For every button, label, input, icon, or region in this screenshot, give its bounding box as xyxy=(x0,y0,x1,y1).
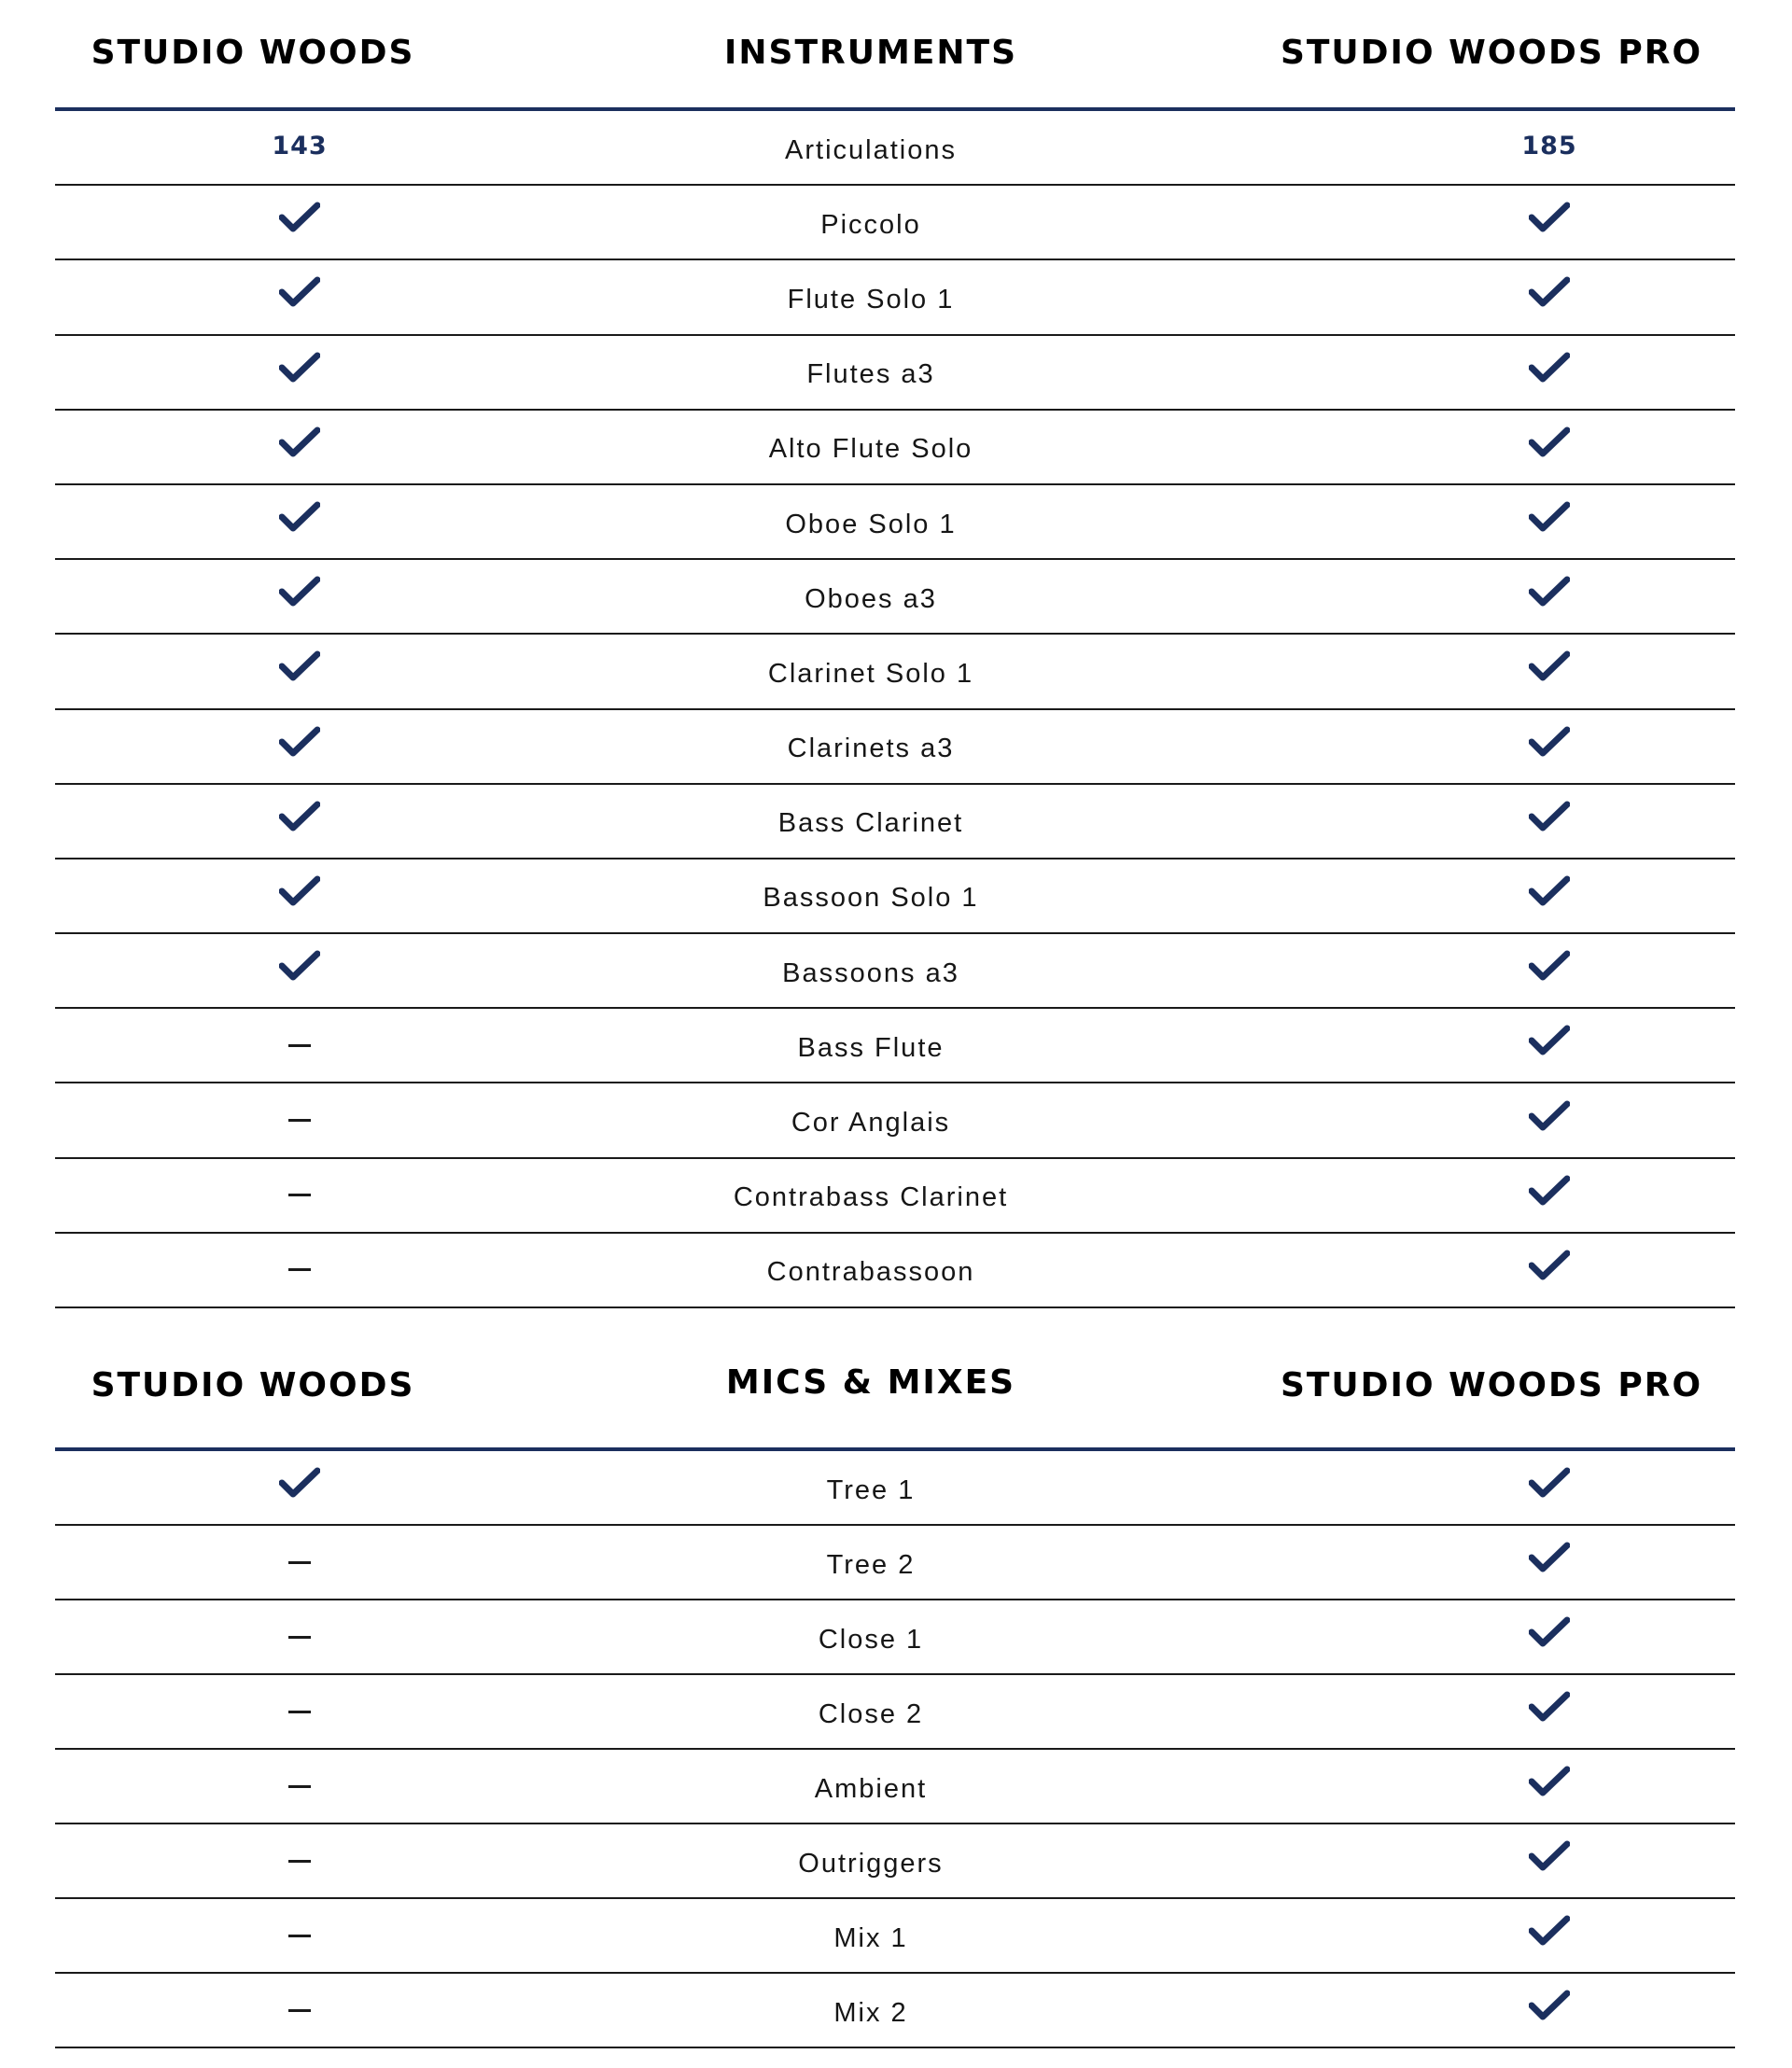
dash-icon xyxy=(288,1561,311,1564)
feature-cell xyxy=(637,1899,1104,1972)
studio-woods-pro-cell xyxy=(1409,710,1689,783)
table-row xyxy=(55,1675,1735,1750)
studio-woods-pro-cell xyxy=(1409,1824,1689,1897)
feature-cell xyxy=(637,785,1104,858)
feature-label: Flutes a3 xyxy=(806,359,935,390)
studio-woods-pro-cell xyxy=(1409,1234,1689,1306)
studio-woods-cell xyxy=(160,1526,440,1599)
header-mics-mixes: MICS & MIXES xyxy=(725,1363,1016,1402)
right-count-value: 185 xyxy=(1521,131,1577,161)
feature-cell xyxy=(637,111,1104,184)
studio-woods-pro-cell xyxy=(1409,560,1689,633)
feature-cell xyxy=(637,186,1104,258)
studio-woods-cell xyxy=(160,485,440,558)
feature-cell xyxy=(637,560,1104,633)
dash-icon xyxy=(288,1860,311,1863)
table-row xyxy=(55,560,1735,635)
header-studio-woods: STUDIO WOODS xyxy=(91,1366,415,1404)
feature-cell xyxy=(637,1600,1104,1673)
feature-label: Alto Flute Solo xyxy=(768,434,973,465)
feature-label: Cor Anglais xyxy=(791,1108,951,1139)
studio-woods-cell xyxy=(160,336,440,409)
feature-label: Oboes a3 xyxy=(805,583,937,614)
table-row xyxy=(55,186,1735,260)
table-row xyxy=(55,1899,1735,1974)
left-count-value: 143 xyxy=(272,131,328,161)
table-row xyxy=(55,1083,1735,1158)
feature-cell xyxy=(637,859,1104,932)
feature-cell xyxy=(637,336,1104,409)
checkmark-icon xyxy=(1529,875,1570,916)
studio-woods-pro-cell xyxy=(1409,260,1689,333)
table-row xyxy=(55,260,1735,335)
checkmark-icon xyxy=(279,426,320,468)
table-row xyxy=(55,336,1735,411)
studio-woods-cell xyxy=(160,934,440,1007)
checkmark-icon xyxy=(279,576,320,617)
studio-woods-pro-cell xyxy=(1409,1451,1689,1524)
studio-woods-pro-cell xyxy=(1409,1675,1689,1748)
checkmark-icon xyxy=(1529,276,1570,317)
checkmark-icon xyxy=(1529,352,1570,393)
feature-label: Close 2 xyxy=(818,1698,924,1729)
dash-icon xyxy=(288,1268,311,1271)
table-row xyxy=(55,1526,1735,1600)
studio-woods-cell xyxy=(160,560,440,633)
checkmark-icon xyxy=(1529,1025,1570,1066)
feature-cell xyxy=(637,260,1104,333)
dash-icon xyxy=(288,1711,311,1713)
checkmark-icon xyxy=(1529,501,1570,542)
feature-cell xyxy=(637,1234,1104,1306)
studio-woods-pro-cell xyxy=(1409,1009,1689,1082)
checkmark-icon xyxy=(1529,1616,1570,1657)
studio-woods-cell xyxy=(160,1675,440,1748)
checkmark-icon xyxy=(1529,1250,1570,1291)
studio-woods-cell xyxy=(160,1083,440,1156)
dash-icon xyxy=(288,2009,311,2012)
feature-label: Contrabass Clarinet xyxy=(733,1182,1009,1213)
feature-label: Piccolo xyxy=(820,209,921,240)
table-row xyxy=(55,485,1735,560)
checkmark-icon xyxy=(1529,1691,1570,1732)
dash-icon xyxy=(288,1194,311,1196)
table-row xyxy=(55,1974,1735,2048)
studio-woods-pro-cell xyxy=(1409,1526,1689,1599)
table-row xyxy=(55,1009,1735,1083)
feature-label: Oboe Solo 1 xyxy=(785,509,957,539)
studio-woods-cell xyxy=(160,785,440,858)
dash-icon xyxy=(288,1935,311,1937)
checkmark-icon xyxy=(1529,426,1570,468)
studio-woods-cell xyxy=(160,1750,440,1823)
feature-cell xyxy=(637,1526,1104,1599)
table-row xyxy=(55,1234,1735,1308)
feature-label: Flute Solo 1 xyxy=(787,284,955,314)
feature-cell xyxy=(637,411,1104,483)
table-row xyxy=(55,111,1735,186)
instruments-comparison-table xyxy=(55,0,1735,1308)
checkmark-icon xyxy=(1529,202,1570,243)
checkmark-icon xyxy=(1529,1840,1570,1881)
checkmark-icon xyxy=(1529,650,1570,692)
feature-label: Close 1 xyxy=(818,1624,924,1655)
feature-cell xyxy=(637,1750,1104,1823)
feature-label: Outriggers xyxy=(798,1848,944,1879)
table-row xyxy=(55,411,1735,485)
studio-woods-pro-cell xyxy=(1409,934,1689,1007)
table-row xyxy=(55,635,1735,709)
studio-woods-cell xyxy=(160,186,440,258)
feature-cell xyxy=(637,485,1104,558)
feature-label: Tree 1 xyxy=(826,1474,916,1505)
feature-label: Clarinets a3 xyxy=(787,734,955,764)
checkmark-icon xyxy=(279,801,320,842)
studio-woods-cell xyxy=(160,710,440,783)
feature-cell xyxy=(637,934,1104,1007)
table-row xyxy=(55,1451,1735,1526)
feature-label: Contrabassoon xyxy=(766,1257,975,1288)
checkmark-icon xyxy=(279,202,320,243)
table-row xyxy=(55,1600,1735,1675)
feature-label: Bass Clarinet xyxy=(777,808,964,839)
studio-woods-pro-cell xyxy=(1409,785,1689,858)
checkmark-icon xyxy=(1529,576,1570,617)
studio-woods-cell xyxy=(160,1600,440,1673)
instruments-rows xyxy=(55,111,1735,1308)
feature-cell xyxy=(637,635,1104,707)
studio-woods-cell xyxy=(160,1899,440,1972)
table-row xyxy=(55,934,1735,1009)
checkmark-icon xyxy=(1529,1467,1570,1508)
checkmark-icon xyxy=(279,726,320,767)
checkmark-icon xyxy=(279,352,320,393)
mics-mixes-comparison-table xyxy=(55,1333,1735,2048)
studio-woods-cell xyxy=(160,635,440,707)
feature-label: Clarinet Solo 1 xyxy=(767,658,974,689)
checkmark-icon xyxy=(1529,726,1570,767)
studio-woods-cell xyxy=(160,111,440,184)
checkmark-icon xyxy=(279,875,320,916)
feature-label: Tree 2 xyxy=(826,1549,916,1580)
table-row xyxy=(55,1159,1735,1234)
table-row xyxy=(55,859,1735,934)
dash-icon xyxy=(288,1044,311,1047)
studio-woods-cell xyxy=(160,859,440,932)
checkmark-icon xyxy=(279,950,320,991)
feature-label: Ambient xyxy=(814,1773,928,1804)
studio-woods-cell xyxy=(160,411,440,483)
instruments-table-header xyxy=(55,0,1735,111)
studio-woods-pro-cell xyxy=(1409,1750,1689,1823)
checkmark-icon xyxy=(1529,1766,1570,1807)
studio-woods-pro-cell xyxy=(1409,859,1689,932)
header-studio-woods: STUDIO WOODS xyxy=(91,34,415,72)
mics-table-header xyxy=(55,1333,1735,1451)
studio-woods-cell xyxy=(160,1974,440,2047)
studio-woods-cell xyxy=(160,1009,440,1082)
studio-woods-pro-cell xyxy=(1409,411,1689,483)
feature-cell xyxy=(637,1159,1104,1232)
mics-rows xyxy=(55,1451,1735,2048)
checkmark-icon xyxy=(1529,801,1570,842)
feature-label: Bassoon Solo 1 xyxy=(763,883,979,914)
checkmark-icon xyxy=(1529,1100,1570,1141)
studio-woods-pro-cell xyxy=(1409,336,1689,409)
header-studio-woods-pro: STUDIO WOODS PRO xyxy=(1280,34,1703,72)
feature-label: Mix 1 xyxy=(833,1922,908,1953)
studio-woods-pro-cell xyxy=(1409,1974,1689,2047)
checkmark-icon xyxy=(1529,1990,1570,2031)
checkmark-icon xyxy=(1529,1915,1570,1956)
studio-woods-cell xyxy=(160,1234,440,1306)
checkmark-icon xyxy=(1529,1175,1570,1216)
studio-woods-cell xyxy=(160,1451,440,1524)
table-row xyxy=(55,1824,1735,1899)
studio-woods-pro-cell xyxy=(1409,1600,1689,1673)
studio-woods-pro-cell xyxy=(1409,186,1689,258)
studio-woods-pro-cell xyxy=(1409,635,1689,707)
feature-label: Bassoons a3 xyxy=(782,957,959,988)
header-instruments: INSTRUMENTS xyxy=(724,34,1017,72)
feature-cell xyxy=(637,1675,1104,1748)
dash-icon xyxy=(288,1785,311,1788)
checkmark-icon xyxy=(1529,1542,1570,1583)
header-studio-woods-pro: STUDIO WOODS PRO xyxy=(1280,1366,1703,1404)
studio-woods-pro-cell xyxy=(1409,111,1689,184)
checkmark-icon xyxy=(1529,950,1570,991)
feature-cell xyxy=(637,1009,1104,1082)
checkmark-icon xyxy=(279,501,320,542)
table-row xyxy=(55,1750,1735,1824)
studio-woods-pro-cell xyxy=(1409,1899,1689,1972)
checkmark-icon xyxy=(279,1467,320,1508)
checkmark-icon xyxy=(279,650,320,692)
studio-woods-pro-cell xyxy=(1409,485,1689,558)
table-row xyxy=(55,710,1735,785)
feature-cell xyxy=(637,1824,1104,1897)
studio-woods-cell xyxy=(160,1159,440,1232)
checkmark-icon xyxy=(279,276,320,317)
studio-woods-cell xyxy=(160,1824,440,1897)
dash-icon xyxy=(288,1119,311,1122)
dash-icon xyxy=(288,1636,311,1639)
feature-cell xyxy=(637,1974,1104,2047)
table-row xyxy=(55,785,1735,859)
feature-cell xyxy=(637,710,1104,783)
feature-label: Articulations xyxy=(785,134,957,165)
feature-cell xyxy=(637,1451,1104,1524)
studio-woods-pro-cell xyxy=(1409,1083,1689,1156)
studio-woods-pro-cell xyxy=(1409,1159,1689,1232)
feature-label: Mix 2 xyxy=(833,1997,908,2028)
feature-label: Bass Flute xyxy=(797,1032,945,1063)
studio-woods-cell xyxy=(160,260,440,333)
feature-cell xyxy=(637,1083,1104,1156)
